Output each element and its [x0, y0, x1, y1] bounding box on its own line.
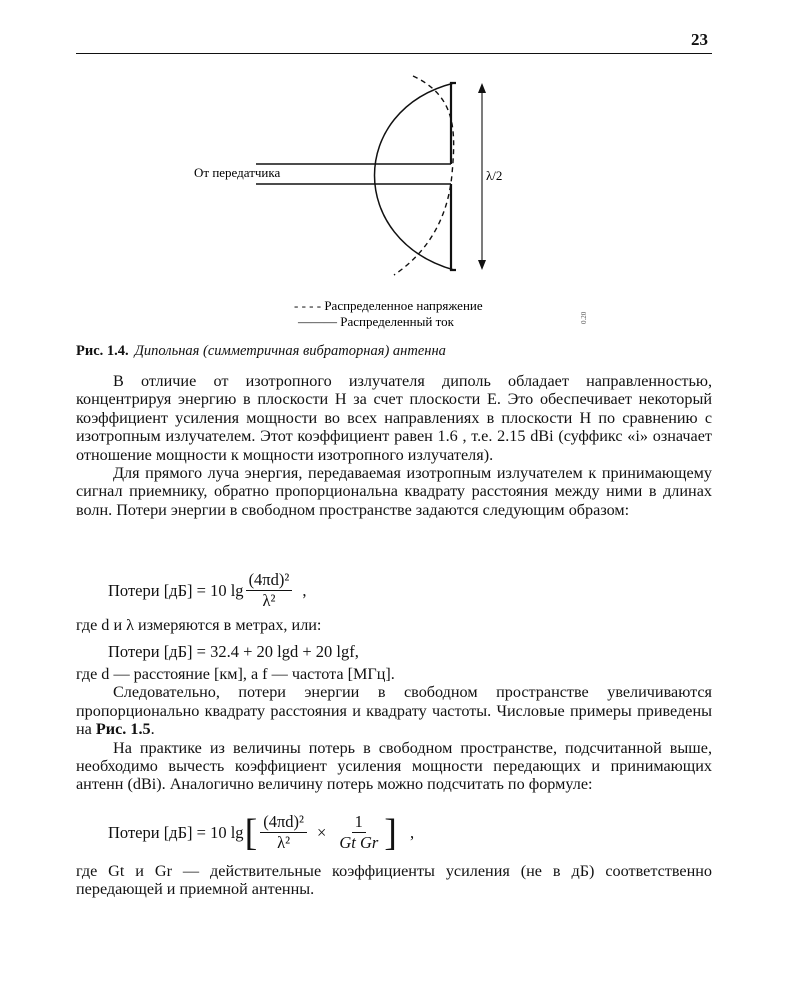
formula-free-space-loss [108, 570, 306, 611]
paragraph-5 [76, 683, 712, 738]
dipole-arm-lower [451, 184, 456, 270]
figure-reference: Рис. 1.5 [95, 720, 151, 739]
paragraph-7: где Gt и Gr — действительные коэффициенты усиления (не в дБ) соответственно передающей и приемной антенны. [76, 862, 712, 899]
formula3-numerator-1: (4πd)² [260, 812, 307, 833]
formula3-right-bracket: ] [384, 811, 397, 854]
formula2-text: Потери [дБ] = 32.4 + 20 lgd + 20 lgf, [108, 642, 359, 661]
paragraph-5-text: Следовательно, потери энергии в свободном пространстве увеличиваются пропорционально квадрату расстояния и квадрату частоты. Числовые примеры приведены на [76, 683, 712, 739]
formula1-fraction [246, 570, 293, 611]
formula3-fraction-1 [260, 812, 307, 853]
dipole-figure [76, 70, 712, 335]
side-mark: 0.20 [580, 311, 588, 324]
formula3-numerator-2: 1 [352, 812, 366, 833]
paragraph-4: где d — расстояние [км], а f — частота [МГц]. [76, 665, 395, 683]
paragraph-3: где d и λ измеряются в метрах, или: [76, 616, 322, 634]
formula1-lhs: Потери [дБ] = 10 lg [108, 580, 244, 600]
caption-number: Рис. 1.4. [76, 343, 129, 359]
current-curve [375, 83, 455, 270]
paragraph-2: Для прямого луча энергия, передаваемая изотропным излучателем к принимающему сигнал приемнику, обратно пропорциональна квадрату расстояния между ними в длинах волн. Потери энергии в свободном пространстве задаются следующим образом: [76, 464, 712, 519]
formula-gain-loss [108, 812, 414, 853]
formula3-lhs: Потери [дБ] = 10 lg [108, 822, 244, 842]
paragraph-block-1 [76, 372, 712, 519]
legend-current: ——— Распределенный ток [298, 314, 454, 329]
source-label: От передатчика [194, 165, 281, 180]
formula3-times: × [317, 822, 327, 842]
page-number: 23 [691, 30, 708, 49]
header-rule [76, 53, 712, 54]
paragraph-5-end: . [150, 720, 155, 739]
caption-text: Дипольная (симметричная вибраторная) антенна [134, 343, 446, 359]
dimension-arrow-up [478, 83, 486, 93]
paragraph-1: В отличие от изотропного излучателя диполь обладает направленностью, концентрируя энергию в плоскости H за счет плоскости E. Это обеспечивает некоторый коэффициент усиления мощности во всех направлениях в плоскости H по сравнению с изотропным излучателем. Этот коэффициент равен 1.6 , т.е. 2.15 dBi (суффикс «i» означает отношение мощности к мощности изотропного излучателя). [76, 372, 712, 464]
formula3-left-bracket: [ [244, 811, 258, 854]
legend-voltage: - - - - Распределенное напряжение [294, 298, 483, 313]
formula-log-loss [108, 642, 359, 662]
formula3-tail: , [409, 822, 415, 842]
voltage-curve [394, 76, 454, 275]
formula3-fraction-2 [336, 812, 381, 853]
dimension-arrow-down [478, 260, 486, 270]
paragraph-7-block [76, 862, 712, 899]
formula3-denominator-1: λ² [277, 833, 291, 852]
formula1-tail: , [302, 580, 307, 600]
length-label: λ/2 [486, 168, 503, 183]
formula1-denominator: λ² [262, 591, 276, 610]
formula3-denominator-2: Gt Gr [339, 833, 379, 852]
dipole-diagram [76, 70, 712, 335]
paragraph-3-block [76, 616, 712, 634]
figure-caption [76, 343, 716, 360]
paragraph-6: На практике из величины потерь в свободном пространстве, подсчитанной выше, необходимо вычесть коэффициент усиления мощности передающих и принимающих антенн (dBi). Аналогично величину потерь можно подсчитать по формуле: [76, 738, 712, 794]
formula1-numerator: (4πd)² [246, 570, 293, 591]
paragraph-block-2 [76, 665, 712, 794]
